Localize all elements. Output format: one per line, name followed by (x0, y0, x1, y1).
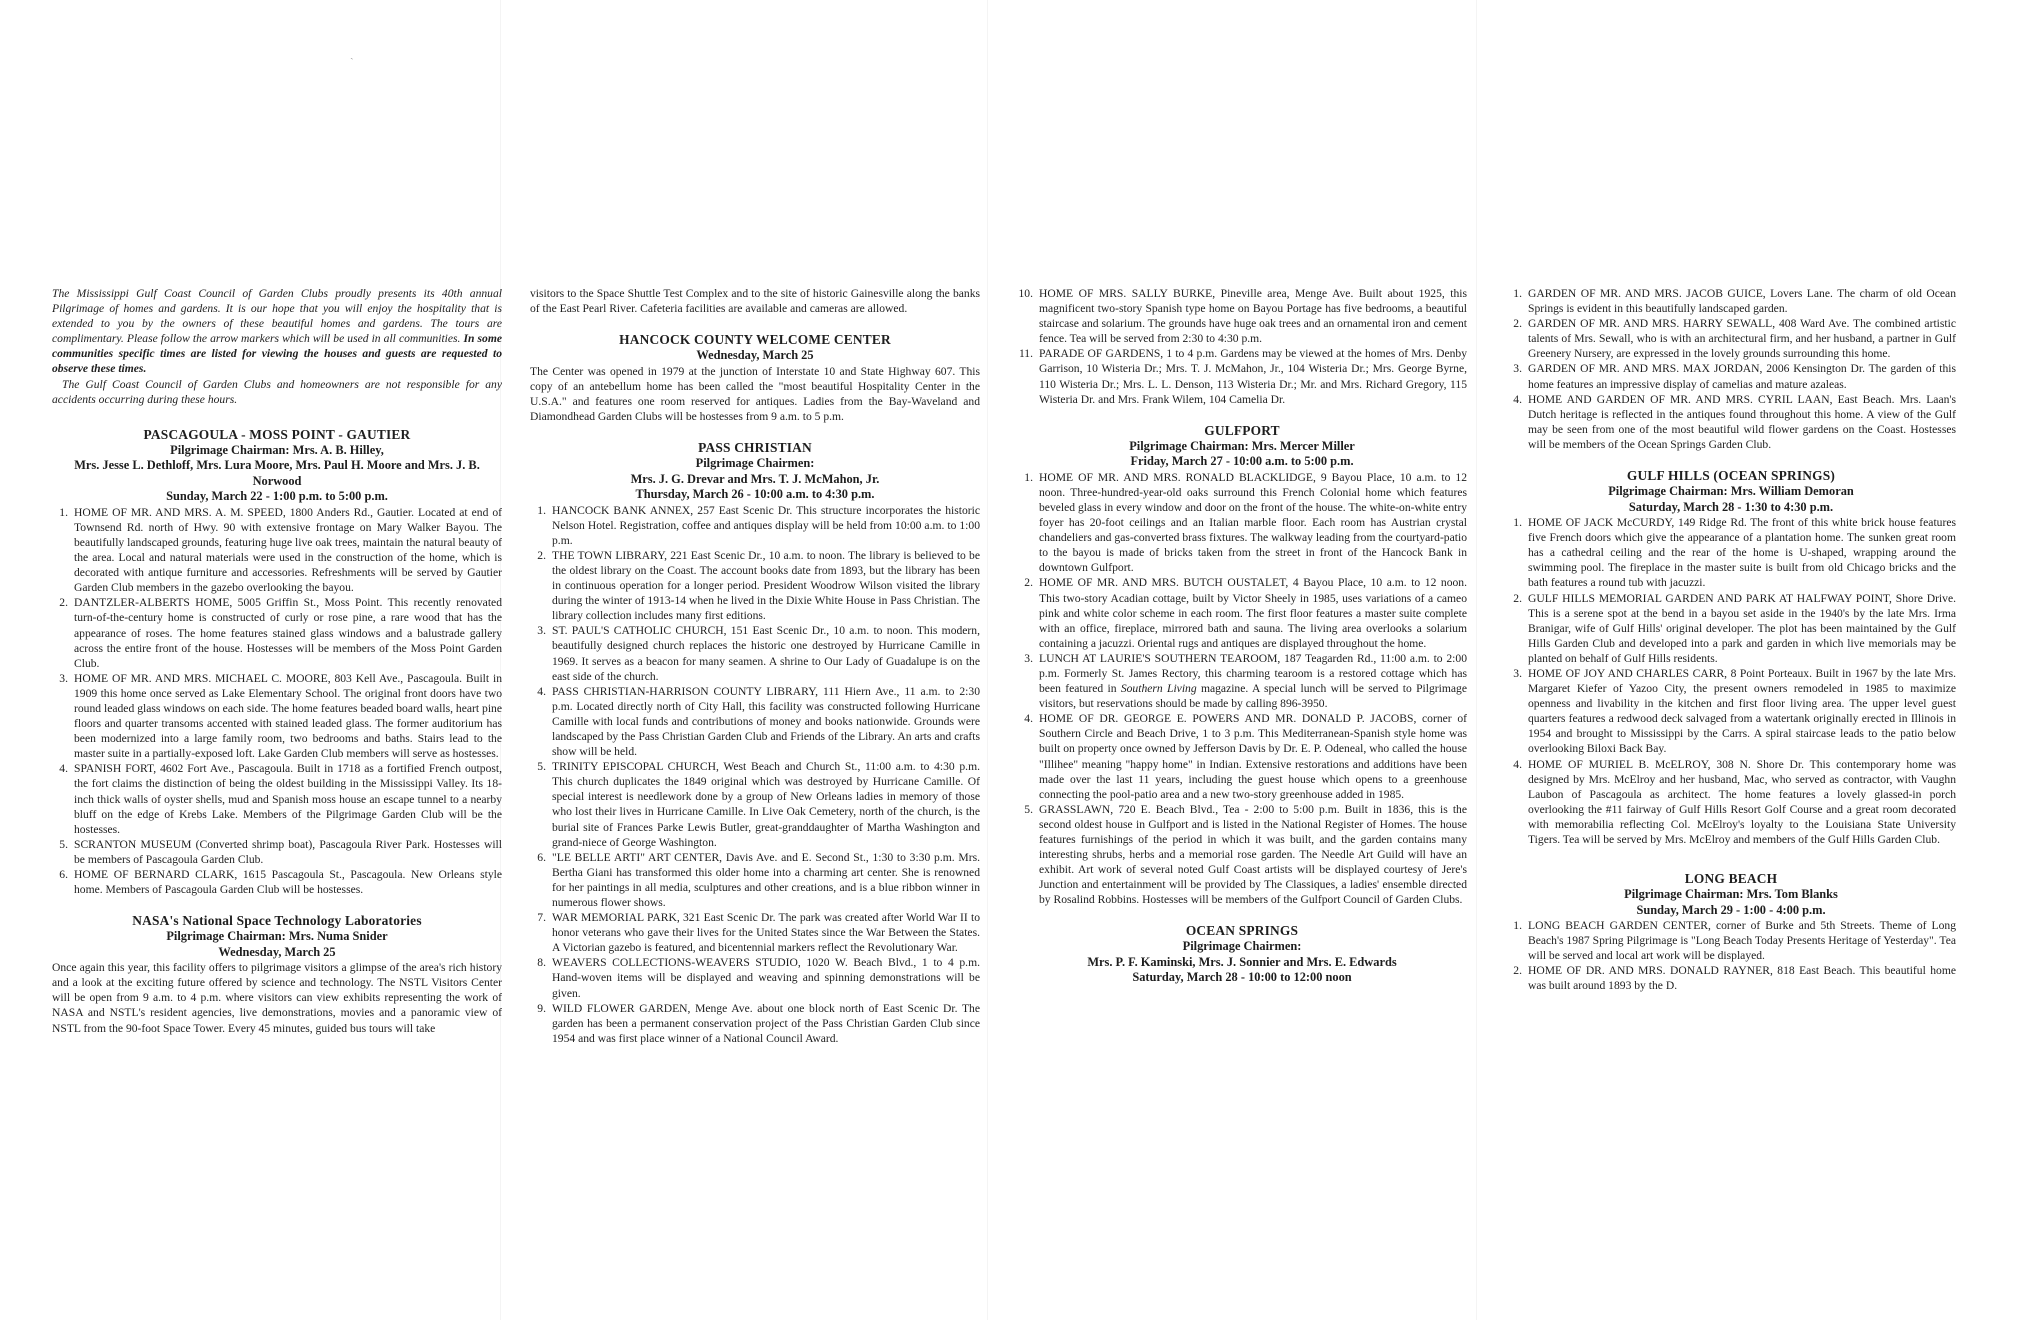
item-text: "LE BELLE ARTI" ART CENTER, Davis Ave. and E. Second St., 1:30 to 3:30 p.m. Mrs. Bertha Giani has transformed this older home into a charming art center. She is renowned for her paintings in all media, sculptures and other creations, and is a blue ribbon winner in numerous flower shows. (552, 850, 980, 909)
section-chairman: Pilgrimage Chairman: Mrs. Tom Blanks (1624, 887, 1838, 902)
section-chairman: Pilgrimage Chairmen: (695, 456, 815, 471)
item-number: 7. (537, 911, 546, 925)
item-text: ST. PAUL'S CATHOLIC CHURCH, 151 East Scenic Dr., 10 a.m. to noon. This modern, beautifully designed church replaces the historic one destroyed by Hurricane Camille in 1969. It serves as a beacon for many seamen. A shrine to Our Lady of Guadalupe is on the east side of the church. (552, 624, 980, 683)
intro (52, 286, 502, 407)
item-text: HANCOCK BANK ANNEX, 257 East Scenic Dr. This structure incorporates the historic Nelson Hotel. Registration, coffee and antiques display will be held from 10:00 a.m. to 1:00 p.m. (552, 503, 980, 547)
list-item (52, 505, 502, 596)
item-text: PASS CHRISTIAN-HARRISON COUNTY LIBRARY, 111 Hiern Ave., 11 a.m. to 2:30 p.m. Located directly north of City Hall, this facility was constructed following Hurricane Camille with local funds and contributions of money and books nationwide. Grounds were landscaped by the Pass Christian Garden Club and Friends of the Library. An arts and crafts show will be held. (552, 684, 980, 759)
item-text: LONG BEACH GARDEN CENTER, corner of Burke and 5th Streets. Theme of Long Beach's 1987 Spring Pilgrimage is "Long Beach Today Presents Heritage of Yesterday". Tea will be served and local art work will be displayed. (1528, 919, 1956, 963)
section-pascagoula (52, 427, 502, 897)
item-number: 8. (537, 956, 546, 970)
list-item (530, 623, 980, 683)
item-text-part: LUNCH AT LAURIE'S SOUTHERN TEAROOM, 187 Teagarden Rd., 11:00 a.m. to 2:00 p.m. Formerly St. James Rectory, this charming tearoom is a restored cottage which has been featured in (1039, 651, 1467, 696)
item-number: 1. (537, 503, 546, 517)
section-date: Saturday, March 28 - 1:30 to 4:30 p.m. (1628, 499, 1834, 514)
intro-text: The Mississippi Gulf Coast Council of Garden Clubs proudly presents its 40th annual Pilgrimage of homes and gardens. It is our hope that you will enjoy the hospitality that is extended to you by the owners of these beautiful homes and gardens. The tours are complimentary. Please follow the arrow markers which will be used in all communities. (52, 287, 502, 346)
list-item (530, 684, 980, 759)
item-text: HOME OF BERNARD CLARK, 1615 Pascagoula St., Pascagoula. New Orleans style home. Members of Pascagoula Garden Club will be hostesses. (74, 868, 502, 897)
item-text: WAR MEMORIAL PARK, 321 East Scenic Dr. The park was created after World War II to honor veterans who gave their lives for the United States since the War Between the States. A Victorian gazebo is featured, and bicentennial markers reflect the Revolutionary War. (552, 911, 980, 955)
list-item (1506, 591, 1956, 666)
item-text: WILD FLOWER GARDEN, Menge Ave. about one block north of East Scenic Dr. The garden has been a permanent conservation project of the Pass Christian Garden Club since 1954 and was first place winner of a National Council Award. (552, 1001, 980, 1045)
list-item (52, 671, 502, 762)
section-title: NASA's National Space Technology Laboratories (132, 913, 422, 929)
item-text: HOME OF JOY AND CHARLES CARR, 8 Point Porteaux. Built in 1967 by the late Mrs. Margaret Kiefer of Yazoo City, the present owners remodeled in 1985 to maximize openness and livability in the kitchen and first floor living area. The upper level guest quarters features a redwood deck salvaged from a watertank originally erected in Illinois in 1954 and brought to Mississippi by the Carrs. A spiral staircase leads to the patio below overlooking Biloxi Back Bay. (1528, 666, 1956, 756)
item-text: TRINITY EPISCOPAL CHURCH, West Beach and Church St., 11:00 a.m. to 4:30 p.m. This church duplicates the 1849 original which was destroyed by Hurricane Camille. Of special interest is needlework done by a group of New Orleans ladies in memory of those who lost their lives in Hurricane Camille. In Live Oak Cemetery, north of the church, is the burial site of Frances Parke Lewis Butler, great-granddaughter of Martha Washington and grand-niece of George Washington. (552, 760, 980, 849)
column-3 (1017, 286, 1467, 986)
item-number: 2. (1513, 591, 1522, 605)
item-text: GRASSLAWN, 720 E. Beach Blvd., Tea - 2:00 to 5:00 p.m. Built in 1836, this is the second oldest house in Gulfport and is listed in the National Register of Homes. The house features furnishings of the period in which it was built, and the garden contains many interesting shrubs, herbs and a memorial rose garden. The Needle Art Guild will have an exhibit. Art work of several noted Gulf Coast artists will be displayed courtesy of Jere's Junction and entertainment will be provided by The Classiques, a ladies' ensemble directed by Rosalind Robbins. Hostesses will be members of the Gulfport Council of Garden Clubs. (1039, 802, 1467, 907)
item-number: 1. (59, 505, 68, 519)
item-text: WEAVERS COLLECTIONS-WEAVERS STUDIO, 1020 W. Beach Blvd., 1 to 4 p.m. Hand-woven items will be displayed and weaving and spinning demonstrations will be given. (552, 956, 980, 1000)
item-text: HOME OF MRS. SALLY BURKE, Pineville area, Menge Ave. Built about 1925, this magnificent two-story Spanish type home on Bayou Portage has five bedrooms, a beautiful staircase and solarium. The grounds have huge oak trees and an ornamental iron and cement fence. Tea will be served from 2:30 to 4:30 p.m. (1039, 287, 1467, 346)
column-1 (52, 286, 502, 1036)
section-ocean-springs (1017, 923, 1467, 986)
section-long-beach (1506, 871, 1956, 993)
item-number: 4. (1513, 757, 1522, 771)
item-text-part: magazine. A special lunch will be served to Pilgrimage visitors, but reservations should be made by calling 896-3950. (1039, 682, 1467, 711)
section-date: Saturday, March 28 - 10:00 to 12:00 noon (1132, 970, 1352, 985)
entry-list (1017, 286, 1467, 407)
section-date: Wednesday, March 25 (218, 944, 336, 959)
section-chairman: Pilgrimage Chairman: Mrs. Numa Snider (166, 929, 388, 944)
entry-list (1506, 515, 1956, 847)
list-item (530, 548, 980, 623)
item-text: HOME OF MR. AND MRS. BUTCH OUSTALET, 4 Bayou Place, 10 a.m. to 12 noon. This two-story Acadian cottage, built by Victor Sheely in 1985, uses variations of a cameo pink and white color scheme in each room. The first floor features a master suite complete with an office, fireplace, mirrored bath and sauna. The living area overlooks a solarium containing a jacuzzi. Oriental rugs and antiques are displayed throughout the home. (1039, 576, 1467, 650)
section-chairman: Pilgrimage Chairman: Mrs. A. B. Hilley, (170, 442, 384, 457)
item-number: 3. (1513, 666, 1522, 680)
section-title: GULFPORT (1204, 422, 1280, 438)
section-title: HANCOCK COUNTY WELCOME CENTER (619, 332, 891, 348)
item-number: 2. (1513, 317, 1522, 331)
item-number: 1. (1513, 919, 1522, 933)
fold-line (987, 0, 988, 1320)
item-number: 3. (1513, 362, 1522, 376)
item-text: THE TOWN LIBRARY, 221 East Scenic Dr., 10 a.m. to noon. The library is believed to be the oldest library on the Coast. The account books date from 1893, but the library has been in continuous operation for a longer period. President Woodrow Wilson visited the library during the winter of 1913-14 when he lived in the Dixie White House in Pass Christian. The library collection includes many first editions. (552, 548, 980, 623)
entry-list (530, 503, 980, 1046)
list-item (1506, 286, 1956, 316)
item-number: 4. (59, 762, 68, 776)
item-number: 2. (537, 548, 546, 562)
item-text: HOME OF MURIEL B. McELROY, 308 N. Shore Dr. This contemporary home was designed by Mrs. McElroy and her husband, Mac, who served as contractor, with Vaughn Laubon of Pascagoula as architect. The home features a lovely glassed-in porch overlooking the #11 fairway of Gulf Hills Resort Golf Course and a great room decorated with memorabilia reflecting Col. McElroy's loyalty to the Louisiana State University Tigers. Tea will be served by Mrs. McElroy and members of the Gulf Hills Garden Club. (1528, 757, 1956, 846)
item-text: HOME OF MR. AND MRS. RONALD BLACKLIDGE, 9 Bayou Place, 10 a.m. to 12 noon. Three-hundred-year-old oaks surround this French Colonial home which features beveled glass in every window and door on the front of the house. The white-on-white entry foyer has 20-foot ceilings and an Italian marble floor. Each room has Austrian crystal chandeliers and gas-converted brass fixtures. The walkway leading from the courtyard-patio to the bayou is made of bricks taken from the street in front of the Hancock Bank in downtown Gulfport. (1039, 470, 1467, 575)
item-text: GARDEN OF MR. AND MRS. MAX JORDAN, 2006 Kensington Dr. The garden of this home features an impressive display of camelias and mature azaleas. (1528, 362, 1956, 391)
item-text: DANTZLER-ALBERTS HOME, 5005 Griffin St., Moss Point. This recently renovated turn-of-the-century home is constructed of curly or rose pine, a rare wood that has the appearance of roses. The home features stained glass windows and a balustrade gallery across the entire front of the house. Hostesses will be members of the Moss Point Garden Club. (74, 596, 502, 670)
item-number: 2. (1024, 576, 1033, 590)
entry-list (1017, 470, 1467, 908)
section-gulf-hills (1506, 468, 1956, 847)
section-date: Friday, March 27 - 10:00 a.m. to 5:00 p.m. (1130, 454, 1354, 469)
item-number: 5. (537, 760, 546, 774)
section-date: Wednesday, March 25 (696, 348, 814, 363)
item-text: HOME OF JACK McCURDY, 149 Ridge Rd. The front of this white brick house features five French doors which give the appearance of a plantation home. The sunken great room has a cathedral ceiling and the rear of the home is U-shaped, wrapping around the swimming pool. The fireplace in the master suite is built from old Chicago bricks and the bath features a round tub with jacuzzi. (1528, 516, 1956, 590)
list-item (1017, 711, 1467, 802)
section-gulfport (1017, 423, 1467, 908)
item-number: 5. (59, 837, 68, 851)
section-ocean-springs-continued (1506, 286, 1956, 452)
list-item (530, 503, 980, 548)
list-item (1506, 918, 1956, 963)
section-title: LONG BEACH (1684, 871, 1778, 887)
section-date: Sunday, March 29 - 1:00 - 4:00 p.m. (1636, 902, 1826, 917)
column-4 (1506, 286, 1956, 994)
section-hancock (530, 332, 980, 424)
entry-list (1506, 286, 1956, 452)
magazine-title: Southern Living (1120, 682, 1197, 696)
section-pass-christian (530, 440, 980, 1046)
column-2 (530, 286, 980, 1046)
section-committee: Mrs. P. F. Kaminski, Mrs. J. Sonnier and Mrs. E. Edwards (1087, 954, 1397, 969)
section-text: visitors to the Space Shuttle Test Complex and to the site of historic Gainesville along the banks of the East Pearl River. Cafeteria facilities are available and cameras are allowed. (530, 287, 980, 316)
section-date: Thursday, March 26 - 10:00 a.m. to 4:30 p.m. (635, 487, 875, 502)
item-text: PARADE OF GARDENS, 1 to 4 p.m. Gardens may be viewed at the homes of Mrs. Denby Garrison, 10 Wisteria Dr.; Mrs. T. J. McMahon, Jr., 104 Wisteria Dr.; Mrs. George Byrne, 110 Wisteria Dr.; Mrs. L. L. Denson, 113 Wisteria Dr.; Mr. and Mrs. Richard Gregory, 115 Wisteria Dr. and Mrs. Frank Wilem, 104 Camelia Dr. (1039, 347, 1467, 406)
item-number: 11. (1018, 347, 1033, 361)
item-text: HOME OF MR. AND MRS. A. M. SPEED, 1800 Anders Rd., Gautier. Located at end of Townsend Rd. north of Hwy. 90 with extensive frontage on Mary Walker Bayou. The beautifully landscaped grounds, featuring huge live oak trees, maintain the natural beauty of the area. Local and natural materials were used in the construction of the home, which is decorated with antique furniture and accessories. Refreshments will be served by Gautier Garden Club members in the gazebo overlooking the bayou. (74, 505, 502, 595)
item-number: 5. (1024, 802, 1033, 816)
item-text: HOME OF DR. GEORGE E. POWERS AND MR. DONALD P. JACOBS, corner of Southern Circle and Beach Drive, 1 to 3 p.m. This Mediterranean-Spanish style home was built on property once owned by Jefferson Davis by Dr. E. P. Odeneal, who called the house "Illihee" meaning "happy home" in Indian. Extensive restorations and additions have been made over the last 11 years, including the guest house which opens to a greenhouse connecting the pool-patio area and a new two-story greenhouse added in 1985. (1039, 712, 1467, 801)
section-pass-christian-continued (1017, 286, 1467, 407)
list-item (52, 837, 502, 867)
section-committee: Mrs. J. G. Drevar and Mrs. T. J. McMahon, Jr. (630, 471, 880, 486)
item-number: 1. (1024, 470, 1033, 484)
section-nasa-continued (530, 286, 980, 316)
section-date: Sunday, March 22 - 1:00 p.m. to 5:00 p.m. (166, 489, 388, 504)
intro-notice: In some communities specific times are listed for viewing the houses and guests are requested to observe these times. (52, 332, 503, 376)
item-text: HOME OF MR. AND MRS. MICHAEL C. MOORE, 803 Kell Ave., Pascagoula. Built in 1909 this home once served as Lake Elementary School. The original front doors have two round leaded glass windows on each side. The home features beaded board walls, heart pine floors and quarter transoms accented with stained leaded glass. The former auditorium has been modernized into a large family room, two bedrooms and baths. Stairs lead to the master suite in a partially-exposed loft. Lake Garden Club members will serve as hostesses. (74, 671, 502, 761)
list-item (52, 867, 502, 897)
item-number: 2. (59, 596, 68, 610)
item-text: HOME OF DR. AND MRS. DONALD RAYNER, 818 East Beach. This beautiful home was built around 1893 by the D. (1528, 964, 1956, 993)
item-text: GULF HILLS MEMORIAL GARDEN AND PARK AT HALFWAY POINT, Shore Drive. This is a serene spot at the bend in a bayou set aside in the 1940's by the late Mrs. Irma Branigar, wife of Gulf Hills' original developer. The plot has been maintained by the Gulf Hills Garden Club and developed into a park and garden in which live memorials may be planted on behalf of Gulf Hills residents. (1528, 591, 1956, 665)
list-item (530, 1001, 980, 1046)
item-number: 6. (59, 868, 68, 881)
list-item (52, 595, 502, 670)
list-item (530, 955, 980, 1000)
list-item (1017, 575, 1467, 650)
list-item (530, 759, 980, 850)
entry-list (1506, 918, 1956, 993)
section-chairman: Pilgrimage Chairmen: (1182, 939, 1302, 954)
list-item (1017, 286, 1467, 346)
list-item (1017, 470, 1467, 576)
section-nasa (52, 913, 502, 1035)
item-text: GARDEN OF MR. AND MRS. JACOB GUICE, Lovers Lane. The charm of old Ocean Springs is evident in this beautifully landscaped garden. (1528, 287, 1956, 316)
item-text: HOME AND GARDEN OF MR. AND MRS. CYRIL LAAN, East Beach. Mrs. Laan's Dutch heritage is reflected in the antiques found throughout this home. A view of the Gulf may be seen from one of the most beautiful wild flower gardens on the Coast. Hostesses will be members of the Ocean Springs Garden Club. (1528, 392, 1956, 451)
item-text (1039, 652, 1467, 710)
item-text: SPANISH FORT, 4602 Fort Ave., Pascagoula. Built in 1718 as a fortified French outpost, the fort claims the distinction of being the oldest building in the Mississippi Valley. Its 18-inch thick walls of oyster shells, mud and Spanish moss house an escape tunnel to a nearby bluff on the edge of Krebs Lake. Members of the Pilgrimage Garden Club will be the hostesses. (74, 762, 502, 836)
list-item (530, 910, 980, 955)
list-item (1506, 666, 1956, 757)
item-number: 4. (1024, 712, 1033, 726)
section-title: PASCAGOULA - MOSS POINT - GAUTIER (143, 426, 411, 442)
section-text: The Center was opened in 1979 at the junction of Interstate 10 and State Highway 607. This copy of an antebellum home has been called the "most beautiful Hospitality Center in the U.S.A." and features one room reserved for antiques. Ladies from the Bay-Waveland and Diamondhead Garden Clubs will be hostesses from 9 a.m. to 5 p.m. (530, 364, 980, 423)
item-number: 9. (537, 1001, 546, 1015)
section-text: Once again this year, this facility offers to pilgrimage visitors a glimpse of the area's rich history and a look at the exciting future offered by science and technology. The NSTL Visitors Center will be open from 9 a.m. to 4 p.m. where visitors can view exhibits representing the work of NASA and NSTL's resident agencies, live demonstrations, movies and a panoramic view of NSTL from the 90-foot Space Tower. Every 45 minutes, guided bus tours will take (52, 961, 502, 1035)
item-number: 4. (537, 684, 546, 698)
item-number: 3. (537, 624, 546, 638)
item-number: 10. (1018, 287, 1033, 300)
list-item (1506, 392, 1956, 452)
item-number: 1. (1513, 516, 1522, 530)
list-item (1506, 361, 1956, 391)
scan-speck: ˎ (350, 48, 354, 60)
section-chairman: Pilgrimage Chairman: Mrs. Mercer Miller (1129, 438, 1355, 453)
list-item (1506, 757, 1956, 848)
item-text: GARDEN OF MR. AND MRS. HARRY SEWALL, 408 Ward Ave. The combined artistic talents of Mrs. Sewall, who is with an architectural firm, and her husband, a partner in Gulf Greenery Nursery, are expressed in the lovely grounds surrounding this home. (1528, 317, 1956, 361)
list-item (1017, 346, 1467, 406)
section-title: PASS CHRISTIAN (698, 440, 812, 456)
list-item (1506, 963, 1956, 993)
section-title: GULF HILLS (OCEAN SPRINGS) (1626, 468, 1836, 484)
item-number: 4. (1513, 392, 1522, 406)
list-item (1017, 651, 1467, 711)
item-number: 2. (1513, 964, 1522, 978)
section-title: OCEAN SPRINGS (1185, 923, 1299, 939)
item-number: 3. (59, 671, 68, 685)
list-item (530, 850, 980, 910)
entry-list (52, 505, 502, 897)
section-committee: Mrs. Jesse L. Dethloff, Mrs. Lura Moore, Mrs. Paul H. Moore and Mrs. J. B. Norwood (74, 458, 480, 488)
item-number: 1. (1513, 287, 1522, 300)
item-text: SCRANTON MUSEUM (Converted shrimp boat), Pascagoula River Park. Hostesses will be members of Pascagoula Garden Club. (74, 837, 502, 866)
list-item (1506, 316, 1956, 361)
item-number: 3. (1024, 651, 1033, 665)
list-item (1017, 802, 1467, 908)
fold-line (1476, 0, 1477, 1320)
intro-disclaimer: The Gulf Coast Council of Garden Clubs and homeowners are not responsible for any accidents occurring during these hours. (52, 377, 502, 406)
item-number: 6. (537, 850, 546, 864)
list-item (1506, 515, 1956, 590)
list-item (52, 761, 502, 836)
intro-paragraph (52, 286, 502, 377)
section-chairman: Pilgrimage Chairman: Mrs. William Demoran (1608, 484, 1854, 499)
